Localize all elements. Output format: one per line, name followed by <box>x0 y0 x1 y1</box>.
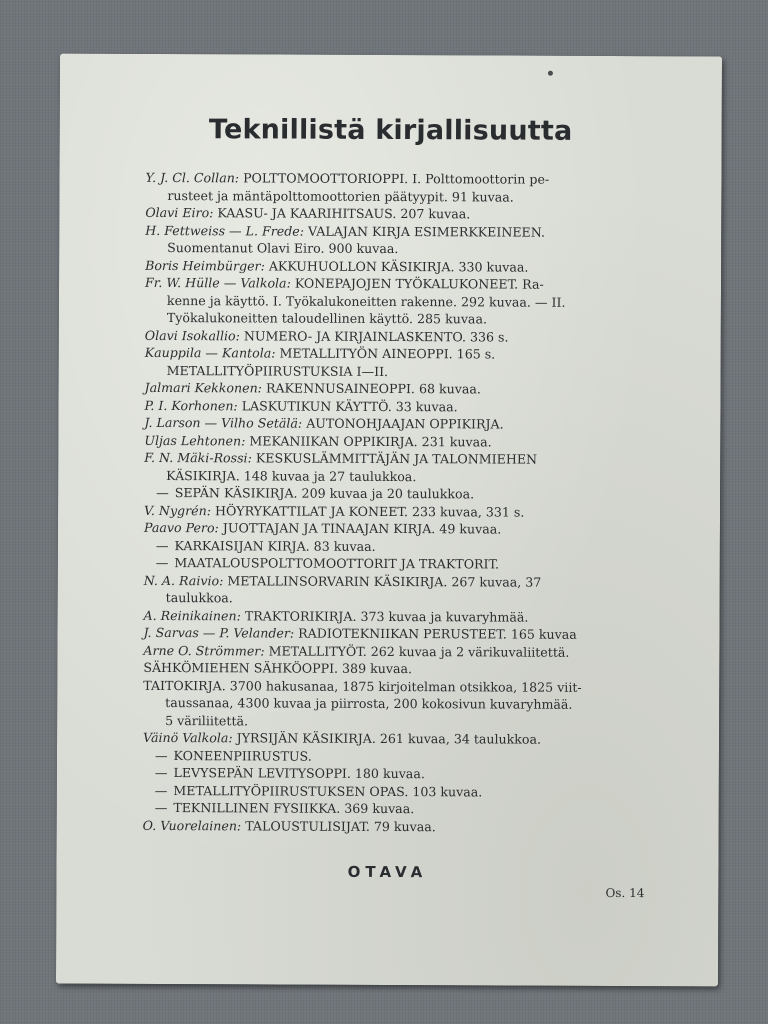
book-description-line: Työkalukoneitten taloudellinen käyttö. 285 kuvaa. <box>166 310 488 327</box>
book-title: MEKANIIKAN OPPIKIRJA. 231 kuvaa. <box>249 432 492 449</box>
book-author: Uljas Lehtonen: <box>144 432 246 448</box>
book-title: SEPÄN KÄSIKIRJA. 209 kuvaa ja 20 taulukkoa. <box>174 485 475 502</box>
ditto-dash: — <box>156 484 169 501</box>
book-title: JYRSIJÄN KÄSIKIRJA. 261 kuvaa, 34 taulukkoa. <box>236 730 542 747</box>
book-author: Fr. W. Hülle — Valkola: <box>145 274 291 291</box>
book-description-line: rusteet ja mäntäpolttomoottorien päätyypit. 91 kuvaa. <box>167 187 514 205</box>
book-entry <box>145 344 705 381</box>
book-entry <box>145 204 705 224</box>
book-entry <box>143 659 703 679</box>
book-entry <box>145 379 705 399</box>
book-title: METALLITYÖPIIRUSTUKSEN OPAS. 103 kuvaa. <box>173 782 483 799</box>
book-entry <box>144 571 704 608</box>
book-title: VALAJAN KIRJA ESIMERKKEINEEN. <box>307 223 546 240</box>
book-title: TAITOKIRJA. 3700 hakusanaa, 1875 kirjoitelman otsikkoa, 1825 viit- <box>143 677 582 695</box>
book-title: KONEENPIIRUSTUS. <box>173 747 312 764</box>
book-entry <box>145 221 705 258</box>
book-back-cover <box>56 54 722 987</box>
book-author: Olavi Eiro: <box>145 204 214 221</box>
book-author: Y. J. Cl. Collan: <box>145 169 240 186</box>
book-entry <box>144 414 704 434</box>
book-author: O. Vuorelainen: <box>142 817 242 833</box>
book-author: P. I. Korhonen: <box>144 397 238 413</box>
book-title: TEKNILLINEN FYSIIKKA. 369 kuvaa. <box>173 800 415 817</box>
book-entry <box>143 799 703 819</box>
ditto-dash: — <box>154 799 168 816</box>
book-title: JUOTTAJAN JA TINAAJAN KIRJA. 49 kuvaa. <box>222 520 502 537</box>
book-entry <box>144 519 704 539</box>
ditto-dash: — <box>154 782 168 798</box>
book-author: Arne O. Strömmer: <box>143 642 265 658</box>
ditto-dash: — <box>155 537 169 553</box>
book-title: KESKUSLÄMMITTÄJÄN JA TALONMIEHEN <box>255 450 538 467</box>
book-author: A. Reinikainen: <box>143 607 241 623</box>
book-entry <box>144 554 704 574</box>
book-title: RADIOTEKNIIKAN PERUSTEET. 165 kuvaa <box>298 625 577 642</box>
book-title: LEVYSEPÄN LEVITYSOPPI. 180 kuvaa. <box>173 765 425 782</box>
book-title: LASKUTIKUN KÄYTTÖ. 33 kuvaa. <box>241 397 458 414</box>
book-author: F. N. Mäki-Rossi: <box>144 449 252 466</box>
book-entry <box>144 484 704 504</box>
book-title: KONEPAJOJEN TYÖKALUKONEET. Ra- <box>294 275 544 292</box>
book-author: Väinö Valkola: <box>143 729 233 746</box>
ditto-dash: — <box>154 747 168 763</box>
page-title: Teknillistä kirjallisuutta <box>208 114 573 147</box>
book-title: AKKUHUOLLON KÄSIKIRJA. 330 kuvaa. <box>268 257 529 275</box>
book-title: NUMERO- JA KIRJAINLASKENTO. 336 s. <box>243 327 509 345</box>
book-author: Kauppila — Kantola: <box>144 344 276 361</box>
book-title: METALLINSORVARIN KÄSIKIRJA. 267 kuvaa, 37 <box>227 572 542 590</box>
book-entry <box>143 624 703 644</box>
book-title: TALOUSTULISIJAT. 79 kuvaa. <box>245 817 436 834</box>
book-title: RAKENNUSAINEOPPI. 68 kuvaa. <box>265 380 481 397</box>
book-description-line: KÄSIKIRJA. 148 kuvaa ja 27 taulukkoa. <box>166 467 417 484</box>
book-entry <box>143 816 703 836</box>
book-author: H. Fettweiss — L. Frede: <box>145 222 305 239</box>
publisher-name: OTAVA <box>347 862 428 882</box>
book-entry <box>143 729 703 749</box>
ditto-dash: — <box>155 554 169 571</box>
book-author: J. Sarvas — P. Velander: <box>143 624 295 641</box>
book-author: Olavi Isokallio: <box>144 327 240 343</box>
book-entry <box>145 274 705 329</box>
book-entry <box>144 449 704 486</box>
book-title: KARKAISIJAN KIRJA. 83 kuvaa. <box>174 537 376 554</box>
book-description-line: taussanaa, 4300 kuvaa ja piirrosta, 200 kokosivun kuvaryhmää. <box>165 695 573 712</box>
book-entry <box>143 764 703 784</box>
book-title: METALLITYÖT. 262 kuvaa ja 2 värikuvaliitettä. <box>268 642 570 660</box>
book-author: N. A. Raivio: <box>143 572 224 588</box>
book-title: METALLITYÖN AINEOPPI. 165 s. <box>279 345 496 362</box>
book-author: Boris Heimbürger: <box>145 257 265 273</box>
book-description-line: taulukkoa. <box>165 590 233 606</box>
book-title: KAASU- JA KAARIHITSAUS. 207 kuvaa. <box>217 205 471 222</box>
book-entry <box>143 676 703 731</box>
book-description-line: 5 väriliitettä. <box>165 712 249 728</box>
book-description-line: METALLITYÖPIIRUSTUKSIA I—II. <box>166 362 389 379</box>
book-title: SÄHKÖMIEHEN SÄHKÖOPPI. 389 kuvaa. <box>143 659 413 677</box>
book-author: J. Larson — Vilho Setälä: <box>144 414 303 431</box>
book-description-line: kenne ja käyttö. I. Työkalukoneitten rakenne. 292 kuvaa. — II. <box>166 292 566 310</box>
book-title: HÖYRYKATTILAT JA KONEET. 233 kuvaa, 331 s. <box>214 502 525 520</box>
catalog-code: Os. 14 <box>605 885 645 901</box>
book-entry <box>145 169 705 206</box>
print-speck <box>548 71 553 76</box>
book-description-line: Suomentanut Olavi Eiro. 900 kuvaa. <box>167 240 399 257</box>
book-title: POLTTOMOOTTORIOPPI. I. Polttomoottorin pe- <box>243 170 550 187</box>
book-author: Paavo Pero: <box>143 519 219 536</box>
ditto-dash: — <box>154 764 168 781</box>
book-author: Jalmari Kekkonen: <box>144 379 262 396</box>
book-list <box>143 169 706 836</box>
book-title: TRAKTORIKIRJA. 373 kuvaa ja kuvaryhmää. <box>244 607 529 625</box>
book-title: MAATALOUSPOLTTOMOOTTORIT JA TRAKTORIT. <box>174 555 500 572</box>
book-author: V. Nygrén: <box>144 502 211 518</box>
book-title: AUTONOHJAAJAN OPPIKIRJA. <box>306 415 504 432</box>
